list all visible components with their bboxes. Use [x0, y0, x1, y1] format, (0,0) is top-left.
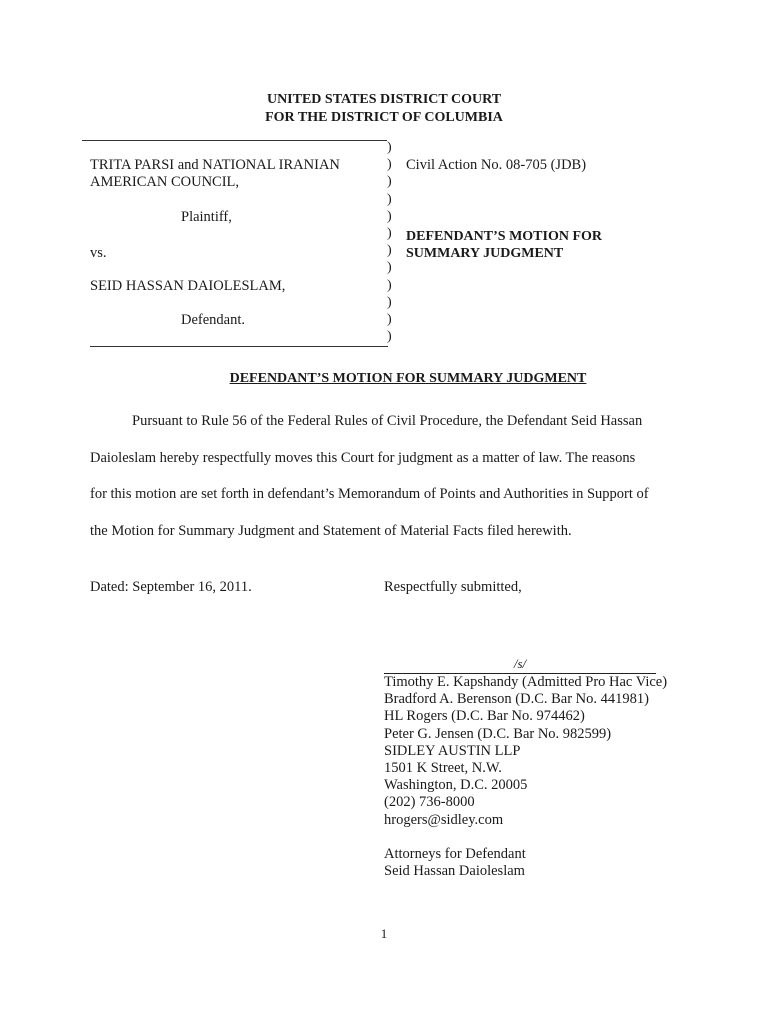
- attorneys-for-line-2: Seid Hassan Daioleslam: [384, 863, 525, 880]
- paren: ): [387, 191, 392, 207]
- motion-body-line: for this motion are set forth in defendant’s Memorandum of Points and Authorities in Support of: [90, 486, 649, 502]
- document-title-line-2: SUMMARY JUDGMENT: [406, 246, 564, 261]
- civil-action-number: Civil Action No. 08-705 (JDB): [406, 157, 587, 173]
- firm-address-city: Washington, D.C. 20005: [384, 777, 528, 794]
- court-name: UNITED STATES DISTRICT COURT: [266, 92, 502, 107]
- paren: ): [387, 208, 392, 224]
- paren: ): [387, 140, 392, 155]
- plaintiff-role: Plaintiff,: [181, 209, 232, 225]
- court-district: FOR THE DISTRICT OF COLUMBIA: [265, 110, 503, 125]
- motion-body-line: the Motion for Summary Judgment and Statement of Material Facts filed herewith.: [90, 522, 572, 539]
- paren: ): [387, 157, 392, 173]
- versus: vs.: [90, 245, 107, 261]
- document-title: [406, 228, 602, 262]
- caption-paren-column: [387, 139, 392, 345]
- motion-body-line: Daioleslam hereby respectfully moves this Court for judgment as a matter of law. The reasons: [90, 449, 636, 466]
- plaintiff-names: [90, 157, 340, 191]
- signatory-line: HL Rogers (D.C. Bar No. 974462): [384, 708, 585, 725]
- signature-mark: /s/: [513, 656, 527, 671]
- firm-name: SIDLEY AUSTIN LLP: [384, 742, 521, 759]
- motion-heading: DEFENDANT’S MOTION FOR SUMMARY JUDGMENT: [229, 371, 587, 386]
- signatory-line: Timothy E. Kapshandy (Admitted Pro Hac Vice): [384, 674, 668, 690]
- date-line: Dated: September 16, 2011.: [90, 579, 252, 595]
- respectfully-submitted: Respectfully submitted,: [384, 579, 522, 595]
- plaintiff-line-1: TRITA PARSI and NATIONAL IRANIAN: [90, 157, 340, 173]
- caption-bottom-rule: [90, 346, 388, 347]
- caption-top-rule: [82, 140, 387, 141]
- firm-phone: (202) 736-8000: [384, 794, 475, 811]
- defendant-name: SEID HASSAN DAIOLESLAM,: [90, 278, 286, 294]
- contact-email[interactable]: hrogers@sidley.com: [384, 811, 504, 828]
- paren: ): [387, 226, 392, 242]
- paren: ): [387, 294, 392, 310]
- defendant-role: Defendant.: [181, 312, 246, 328]
- page-number: 1: [380, 926, 388, 941]
- paren: ): [387, 260, 392, 276]
- document-title-line-1: DEFENDANT’S MOTION FOR: [406, 229, 603, 244]
- paren: ): [387, 312, 392, 328]
- paren: ): [387, 243, 392, 259]
- signature-block: [384, 674, 667, 880]
- motion-body: [90, 403, 682, 549]
- court-header: [0, 91, 768, 127]
- spacer: [384, 829, 667, 846]
- attorneys-for-line-1: Attorneys for Defendant: [384, 845, 526, 862]
- signatory-line: Peter G. Jensen (D.C. Bar No. 982599): [384, 725, 612, 742]
- paren: ): [387, 174, 392, 190]
- firm-address-street: 1501 K Street, N.W.: [384, 760, 502, 777]
- signatory-line: Bradford A. Berenson (D.C. Bar No. 441981): [384, 691, 649, 708]
- paren: ): [387, 329, 392, 345]
- paren: ): [387, 277, 392, 293]
- plaintiff-line-2: AMERICAN COUNCIL,: [90, 174, 240, 190]
- motion-body-line: Pursuant to Rule 56 of the Federal Rules of Civil Procedure, the Defendant Seid Hassan: [132, 413, 643, 429]
